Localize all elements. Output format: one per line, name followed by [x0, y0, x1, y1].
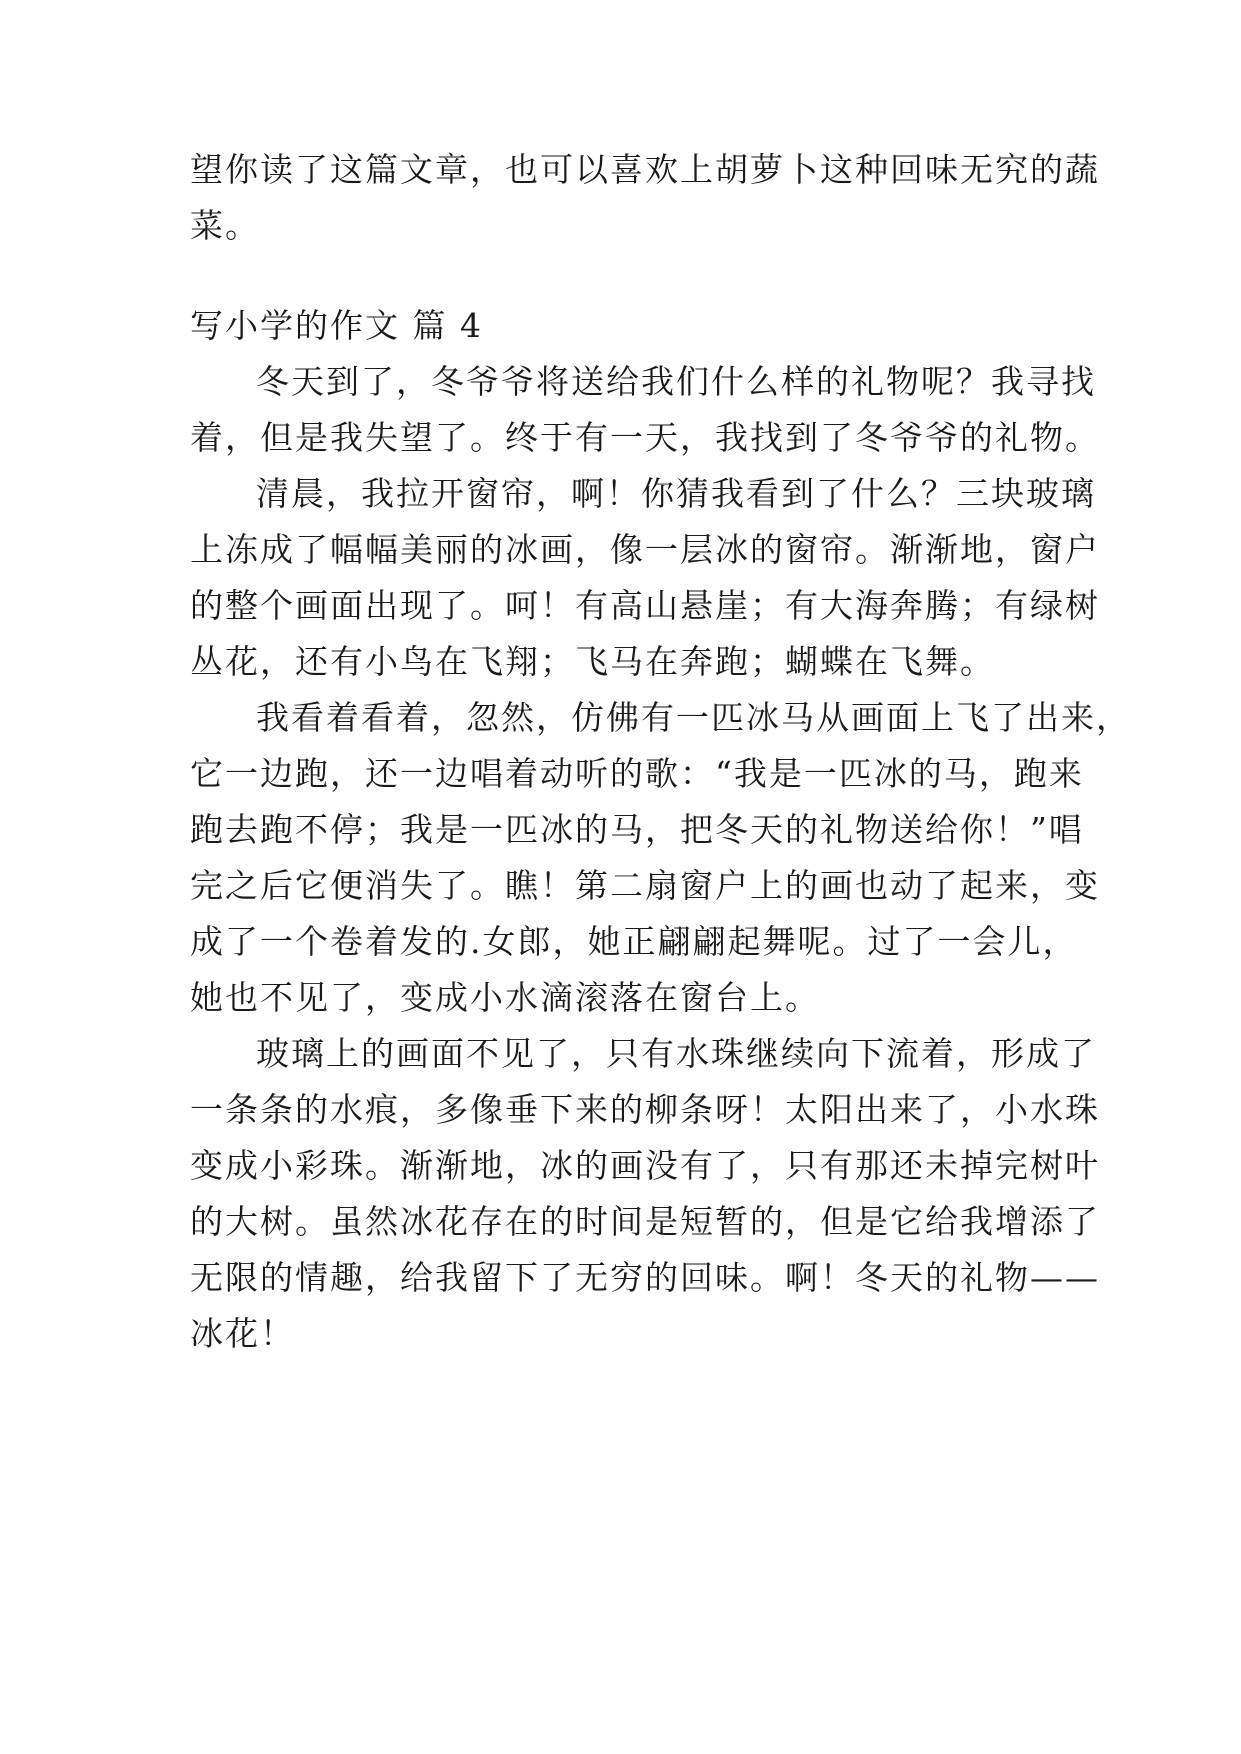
text-line: 一条条的水痕，多像垂下来的柳条呀！太阳出来了，小水珠 — [190, 1090, 1100, 1129]
text-line: 的整个画面出现了。呵！有高山悬崖；有大海奔腾；有绿树 — [190, 586, 1100, 625]
text-line: 无限的情趣，给我留下了无穷的回味。啊！冬天的礼物—— — [190, 1258, 1100, 1297]
article-body — [190, 298, 1131, 1362]
text-line: 着，但是我失望了。终于有一天，我找到了冬爷爷的礼物。 — [190, 418, 1100, 457]
paragraph-2 — [190, 466, 1100, 690]
carryover-paragraph — [190, 142, 1100, 254]
paragraph-4 — [190, 1026, 1100, 1362]
text-line: 菜。 — [190, 206, 260, 245]
text-line: 成了一个卷着发的.女郎，她正翩翩起舞呢。过了一会儿， — [190, 922, 1078, 961]
text-line: 完之后它便消失了。瞧！第二扇窗户上的画也动了起来，变 — [190, 866, 1100, 905]
paragraph-1 — [190, 354, 1100, 466]
text-line: 我看着看着，忽然，仿佛有一匹冰马从画面上飞了出来， — [256, 698, 1131, 737]
section-title: 写小学的作文 篇 4 — [190, 306, 483, 345]
text-line: 的大树。虽然冰花存在的时间是短暂的，但是它给我增添了 — [190, 1202, 1100, 1241]
text-line: 上冻成了幅幅美丽的冰画，像一层冰的窗帘。渐渐地，窗户 — [190, 530, 1100, 569]
text-line: 望你读了这篇文章，也可以喜欢上胡萝卜这种回味无究的蔬 — [190, 150, 1100, 189]
text-line: 冰花！ — [190, 1314, 295, 1353]
text-line: 变成小彩珠。渐渐地，冰的画没有了，只有那还未掉完树叶 — [190, 1146, 1100, 1185]
text-line: 跑去跑不停；我是一匹冰的马，把冬天的礼物送给你！”唱 — [190, 810, 1084, 849]
text-line: 丛花，还有小鸟在飞翔；飞马在奔跑；蝴蝶在飞舞。 — [190, 642, 995, 681]
text-line: 它一边跑，还一边唱着动听的歌：“我是一匹冰的马，跑来 — [190, 754, 1084, 793]
text-line: 清晨，我拉开窗帘，啊！你猜我看到了什么？三块玻璃 — [256, 474, 1096, 513]
text-line: 冬天到了，冬爷爷将送给我们什么样的礼物呢？我寻找 — [256, 362, 1096, 401]
text-line: 她也不见了，变成小水滴滚落在窗台上。 — [190, 978, 820, 1017]
text-line: 玻璃上的画面不见了，只有水珠继续向下流着，形成了 — [256, 1034, 1096, 1073]
paragraph-3 — [190, 690, 1131, 1026]
